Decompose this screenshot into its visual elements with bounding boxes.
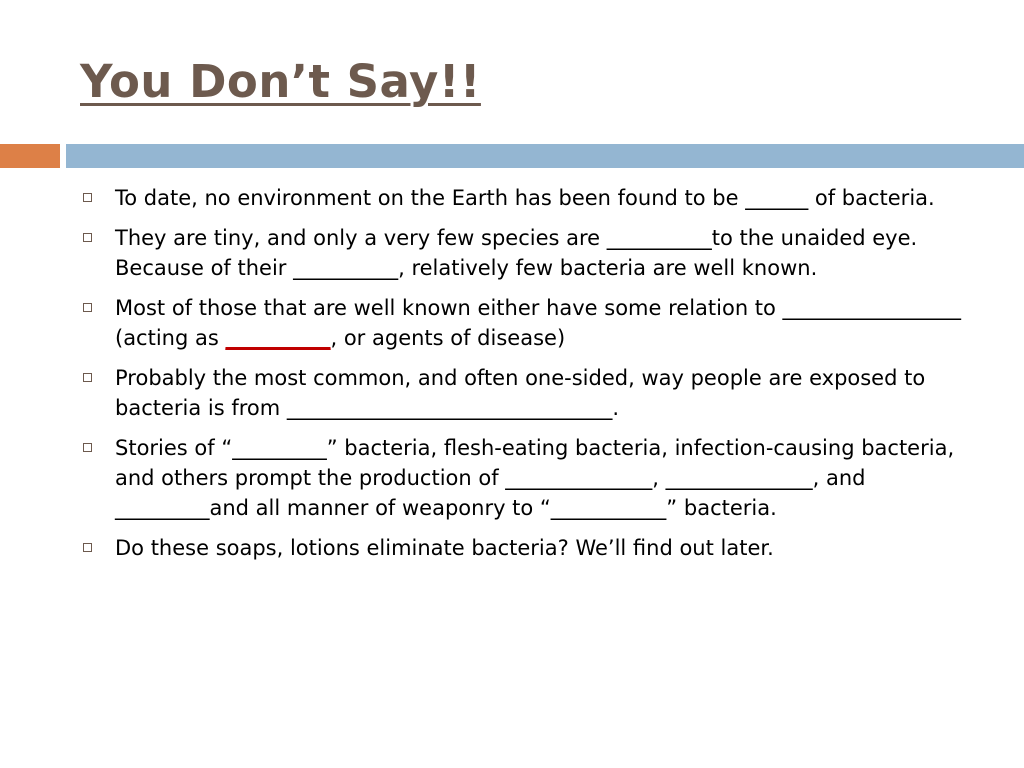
bullet-text: Probably the most common, and often one-sided, way people are exposed to bacteria is from _______________________________. [115,366,926,420]
bullet-item [80,293,980,353]
blue-accent-bar [66,144,1024,168]
hollow-square-bullet-icon [83,443,92,452]
bullet-item [80,533,980,563]
bullet-item [80,363,980,423]
bullet-text: They are tiny, and only a very few species are __________to the unaided eye. Because of their __________, relatively few bacteria are well known. [115,226,918,280]
bullet-item [80,223,980,283]
bullet-text: Stories of “_________” bacteria, flesh-eating bacteria, infection-causing bacteria, and others prompt the production of ______________, ______________, and _________and all manner of weaponry to “___________” bacteria. [115,436,955,520]
bullet-text [115,296,968,350]
highlighted-blank: __________ [225,326,331,350]
orange-accent-bar [0,144,60,168]
bullet-text: To date, no environment on the Earth has been found to be ______ of bacteria. [115,186,935,210]
bullet-item [80,183,980,213]
bullet-item [80,433,980,523]
hollow-square-bullet-icon [83,233,92,242]
hollow-square-bullet-icon [83,373,92,382]
hollow-square-bullet-icon [83,543,92,552]
bullet-text-part: Most of those that are well known either have some relation to _________________ (acting as [115,296,968,350]
bullet-list [80,183,980,573]
bullet-text-part: , or agents of disease) [330,326,566,350]
hollow-square-bullet-icon [83,193,92,202]
slide-title: You Don’t Say!! [80,55,481,108]
hollow-square-bullet-icon [83,303,92,312]
bullet-text: Do these soaps, lotions eliminate bacteria? We’ll find out later. [115,536,774,560]
